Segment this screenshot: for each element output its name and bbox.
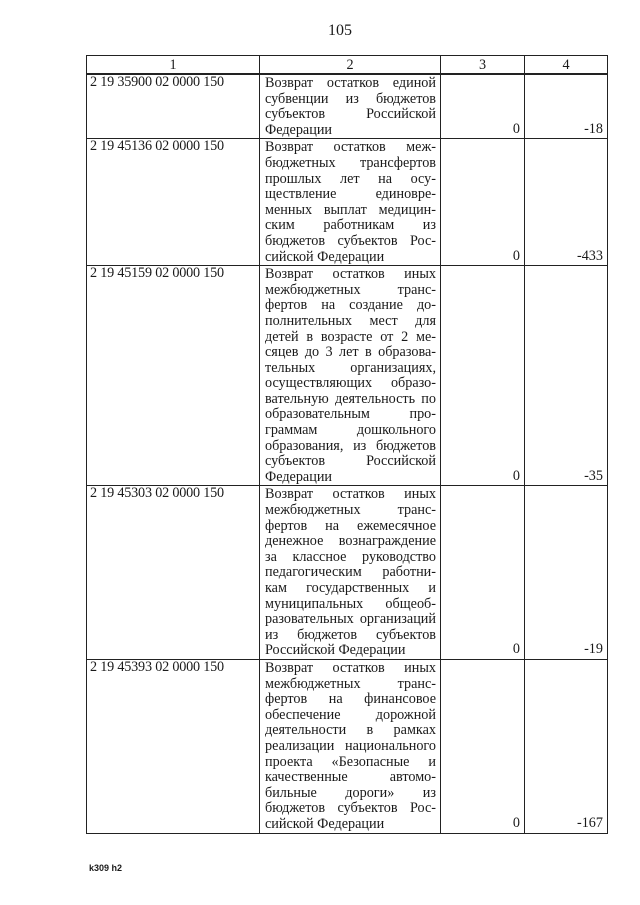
value-col-3: 0 (441, 74, 525, 139)
budget-item-name: Возврат остатков иных межбюджетных трансфертов на финансовое обеспечение дорожной деятельности в рамках реализации национального проекта «Безопасные и качественные автомобильные дороги» из бюджетов субъектов Российской Федерации (260, 659, 441, 833)
table-header (87, 56, 608, 75)
value-col-4: -433 (525, 139, 608, 266)
budget-code: 2 19 45159 02 0000 150 (87, 266, 260, 486)
table-row (87, 486, 608, 660)
budget-code: 2 19 45136 02 0000 150 (87, 139, 260, 266)
table-row (87, 74, 608, 139)
page-number: 105 (328, 22, 352, 39)
budget-code: 2 19 45303 02 0000 150 (87, 486, 260, 660)
budget-table (86, 55, 608, 834)
budget-item-name: Возврат остатков иных межбюджетных трансфертов на создание дополнительных мест для детей в возрасте от 2 месяцев до 3 лет в образовательных организациях, осуществляющих образовательную деятельность по образовательным программам дошкольного образования, из бюджетов субъектов Российской Федерации (260, 266, 441, 486)
budget-item-name: Возврат остатков единой субвенции из бюджетов субъектов Российской Федерации (260, 74, 441, 139)
budget-code: 2 19 45393 02 0000 150 (87, 659, 260, 833)
table-row (87, 139, 608, 266)
table-body (87, 74, 608, 833)
header-col-2: 2 (260, 56, 441, 75)
header-col-1: 1 (87, 56, 260, 75)
header-col-3: 3 (441, 56, 525, 75)
value-col-3: 0 (441, 139, 525, 266)
footer-code: k309 h2 (89, 863, 123, 873)
value-col-4: -19 (525, 486, 608, 660)
value-col-4: -18 (525, 74, 608, 139)
budget-code: 2 19 35900 02 0000 150 (87, 74, 260, 139)
header-row (87, 56, 608, 75)
budget-item-name: Возврат остатков иных межбюджетных трансфертов на ежемесячное денежное вознаграждение за классное руководство педагогическим работникам государственных и муниципальных общеобразовательных организаций из бюджетов субъектов Российской Федерации (260, 486, 441, 660)
value-col-4: -35 (525, 266, 608, 486)
value-col-3: 0 (441, 659, 525, 833)
value-col-4: -167 (525, 659, 608, 833)
header-col-4: 4 (525, 56, 608, 75)
value-col-3: 0 (441, 486, 525, 660)
table-row (87, 266, 608, 486)
budget-item-name: Возврат остатков межбюджетных трансфертов прошлых лет на осуществление единовременных выплат медицинским работникам из бюджетов субъектов Российской Федерации (260, 139, 441, 266)
table-row (87, 659, 608, 833)
value-col-3: 0 (441, 266, 525, 486)
